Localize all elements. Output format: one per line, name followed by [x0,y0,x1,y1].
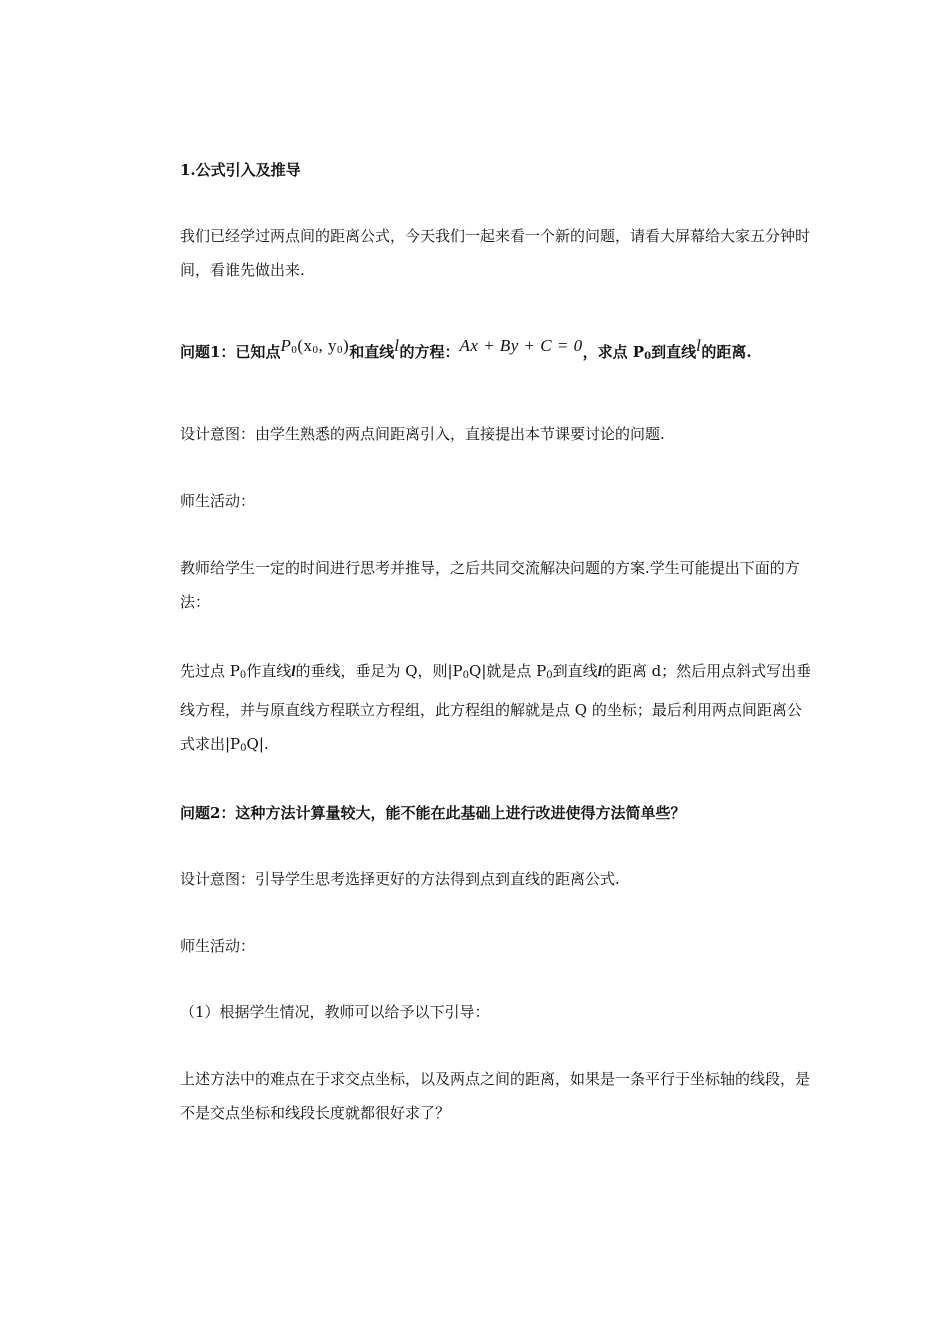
line-symbol: l [394,336,400,355]
paragraph-teacher: 教师给学生一定的时间进行思考并推导，之后共同交流解决问题的方案.学生可能提出下面的方法： [180,559,800,611]
line-l-2: l [597,664,602,680]
activity-label-1: 师生活动： [180,492,256,510]
question-1: 问题1：已知点$P_0(x_0$, $y_0$)和直线l的方程：Ax + By + C = 0，求点 $P_0$到直线l的距离. [180,336,752,362]
paragraph-intro: 我们已经学过两点间的距离公式，今天我们一起来看一个新的问题，请看大屏幕给大家五分钟时间，看谁先做出来. [180,227,811,279]
paragraph-last: 上述方法中的难点在于求交点坐标，以及两点之间的距离，如果是一条平行于坐标轴的线段，是不是交点坐标和线段长度就都很好求了？ [180,1070,811,1122]
activity-label-2: 师生活动： [180,937,256,955]
line-symbol-2: l [696,336,702,355]
paragraph-method: 先过点 $P_0$作直线l的垂线，垂足为 Q，则$|P_0Q|$就是点 $P_0$到直线l的距离 d；然后用点斜式写出垂线方程，并与原直线方程联立方程组，此方程组的解就是点 Q 的坐标；最后利用两点间距离公式求出$|P_0Q|$. [180,662,812,754]
line-equation: Ax + By + C = 0 [459,336,583,355]
design-intent-2: 设计意图：引导学生思考选择更好的方法得到点到直线的距离公式. [180,870,620,888]
section-title: 1.公式引入及推导 [180,161,301,179]
line-l: l [291,664,296,680]
question-2: 问题2：这种方法计算量较大，能不能在此基础上进行改进使得方法简单些？ [180,804,686,822]
design-intent-1: 设计意图：由学生熟悉的两点间距离引入，直接提出本节课要讨论的问题. [180,425,665,443]
point-expression: $P_0(x_0$, $y_0$) [280,336,350,356]
paragraph-guide: （1）根据学生情况，教师可以给予以下引导： [180,1003,490,1021]
